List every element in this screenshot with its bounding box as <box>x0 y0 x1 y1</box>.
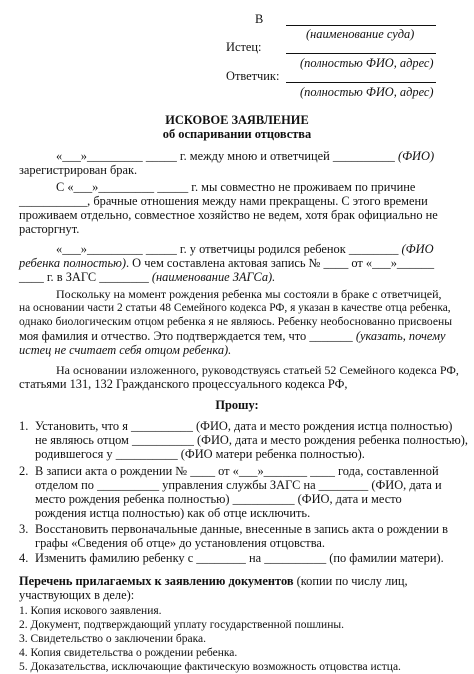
p3-line2-text: . О чем составлена актовая запись № ____ от «___»______ <box>125 256 435 270</box>
attachments-heading-bold: Перечень прилагаемых к заявлению документов <box>19 574 294 588</box>
p3-line3 <box>19 270 275 284</box>
p2-line2: ___________, брачные отношения между нами прекращены. С этого времени <box>19 194 428 208</box>
p5-line1: На основании изложенного, руководствуясь статьей 52 Семейного кодекса РФ, <box>56 363 459 377</box>
court-prefix: В <box>255 12 264 26</box>
attachment-item: 4. Копия свидетельства о рождении ребенка. <box>19 647 238 659</box>
p2-line1: С «___»_________ _____ г. мы совместно не проживаем по причине <box>56 180 416 194</box>
request-line: рождения истца полностью) как об отце исключить. <box>35 506 311 520</box>
attachment-item: 1. Копия искового заявления. <box>19 605 162 617</box>
p1-line1 <box>56 149 434 163</box>
attachments-heading-line2: участвующих в деле): <box>19 588 135 602</box>
request-line: Восстановить первоначальные данные, внесенные в запись акта о рождении в <box>35 522 448 536</box>
plaintiff-label: Истец: <box>226 40 262 54</box>
request-number: 3. <box>19 522 29 536</box>
request-line: отделом по __________ управления службы ЗАГС на ________ (ФИО, дата и <box>35 478 442 492</box>
p3-line3-text: ____ г. в ЗАГС ________ <box>19 270 149 284</box>
court-hint: (наименование суда) <box>306 27 415 41</box>
attachment-item: 5. Доказательства, исключающие фактическую возможность отцовства истца. <box>19 661 401 673</box>
p3-line1 <box>56 242 434 256</box>
request-line: не являюсь отцом __________ (ФИО, дата и место рождения ребенка полностью), <box>35 433 469 447</box>
request-line: родившегося у __________ (ФИО матери ребенка полностью). <box>35 447 365 461</box>
p3-line3-hint: (наименование ЗАГСа). <box>151 270 276 284</box>
p4-line5: истец не считает себя отцом ребенка). <box>19 343 232 357</box>
defendant-hint: (полностью ФИО, адрес) <box>300 85 434 99</box>
request-number: 1. <box>19 419 29 433</box>
defendant-field-line <box>286 82 436 83</box>
document-subtitle: об оспаривании отцовства <box>162 127 312 141</box>
p3-line1-text: «___»_________ _____ г. у ответчицы родился ребенок ________ <box>56 242 399 256</box>
defendant-label: Ответчик: <box>226 69 280 83</box>
request-line: Установить, что я __________ (ФИО, дата и место рождения истца полностью) <box>35 419 453 433</box>
p4-line4 <box>19 329 446 343</box>
request-line: В записи акта о рождении № ____ от «___»_______ ____ года, составленной <box>35 464 439 478</box>
request-number: 2. <box>19 464 29 478</box>
attachment-item: 3. Свидетельство о заключении брака. <box>19 633 207 645</box>
p3-line2-hint: ребенка полностью) <box>19 256 126 270</box>
p1-line2: зарегистрирован брак. <box>19 163 138 177</box>
document-title: ИСКОВОЕ ЗАЯВЛЕНИЕ <box>165 113 309 127</box>
p4-line4-text: моя фамилия и отчество. Это подтверждается тем, что _______ <box>19 329 353 343</box>
plaintiff-field-line <box>286 53 436 54</box>
request-line: место рождения ребенка полностью) __________ (ФИО, дата и место <box>35 492 402 506</box>
p4-line4-hint: (указать, почему <box>355 329 446 343</box>
p2-line3: проживаем отдельно, совместное хозяйство не ведем, хотя брак официально не <box>19 208 438 222</box>
plaintiff-hint: (полностью ФИО, адрес) <box>300 56 434 70</box>
p1-line1-hint: (ФИО) <box>397 149 435 163</box>
request-line: Изменить фамилию ребенку с ________ на __________ (по фамилии матери). <box>35 551 444 565</box>
request-line: графы «Сведения об отце» до установления отцовства. <box>35 536 325 550</box>
attachment-item: 2. Документ, подтверждающий уплату государственной пошлины. <box>19 619 344 631</box>
request-heading: Прошу: <box>215 398 259 412</box>
p1-line1-text: «___»_________ _____ г. между мною и ответчицей __________ <box>56 149 395 163</box>
p2-line4: расторгнут. <box>19 222 80 236</box>
p3-line2 <box>19 256 434 270</box>
p4-line2: на основании части 2 статьи 48 Семейного кодекса РФ, я указан в качестве отца ребенка, <box>19 302 451 314</box>
attachments-heading-rest: (копии по числу лиц, <box>293 574 408 588</box>
p5-line2: статьями 131, 132 Гражданского процессуального кодекса РФ, <box>19 377 348 391</box>
attachments-heading <box>19 574 408 588</box>
p4-line1: Поскольку на момент рождения ребенка мы состояли в браке с ответчицей, <box>56 287 442 301</box>
p3-line1-hint: (ФИО <box>401 242 434 256</box>
court-field-line <box>286 25 436 26</box>
p4-line3: однако биологическим отцом ребенка я не являюсь. Ребенку необоснованно присвоены <box>19 315 453 328</box>
request-number: 4. <box>19 551 29 565</box>
